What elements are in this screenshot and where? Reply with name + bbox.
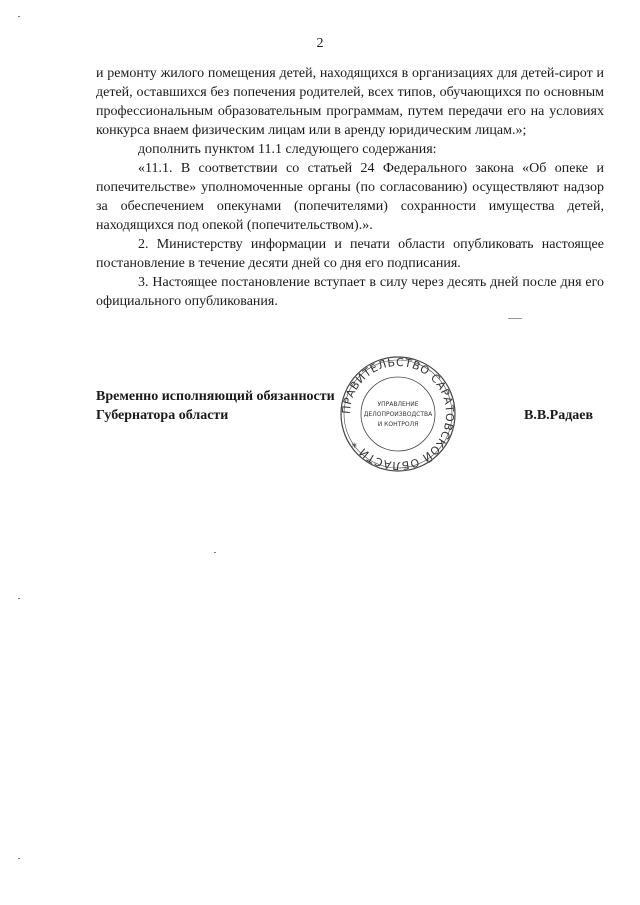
paragraph-item-3: 3. Настоящее постановление вступает в силу через десять дней после дня его официального опубликования. [96,275,604,309]
scan-speck [18,598,20,599]
scan-speck [18,858,20,859]
document-body [96,64,604,311]
signatory-position [96,387,335,425]
scan-speck [214,552,216,553]
paragraph-item-2: 2. Министерству информации и печати области опубликовать настоящее постановление в течение десяти дней со дня его подписания. [96,237,604,271]
scan-dash-mark [508,318,522,319]
signatory-position-line-2: Губернатора области [96,408,229,423]
signatory-position-line-1: Временно исполняющий обязанности [96,389,335,404]
stamp-inner-line-2: ДЕЛОПРОИЗВОДСТВА [363,411,433,418]
stamp-ring-text: ПРАВИТЕЛЬСТВО САРАТОВСКОЙ ОБЛАСТИ * [339,355,457,473]
paragraph-clause-11-1: «11.1. В соответствии со статьей 24 Федерального закона «Об опеке и попечительстве» уполномоченные органы (по согласованию) осуществляют надзор за обеспечением опекунами (попечителями) сохранности имущества детей, находящихся под опекой (попечительством).». [96,161,604,233]
signatory-name: В.В.Радаев [524,408,594,423]
official-stamp [338,354,458,474]
page-number: 2 [316,36,324,51]
scan-speck [18,16,20,17]
paragraph-amendment-intro: дополнить пунктом 11.1 следующего содержания: [138,142,437,157]
stamp-inner-line-1: УПРАВЛЕНИЕ [377,401,419,408]
paragraph-continuation: и ремонту жилого помещения детей, находящихся в организациях для детей-сирот и детей, оставшихся без попечения родителей, всех типов, обучающихся по основным профессиональным образовательным программам, путем передачи его на условиях конкурса внаем физическим лицам или в аренду юридическим лицам.»; [96,66,604,138]
stamp-inner-line-3: И КОНТРОЛЯ [377,421,419,428]
